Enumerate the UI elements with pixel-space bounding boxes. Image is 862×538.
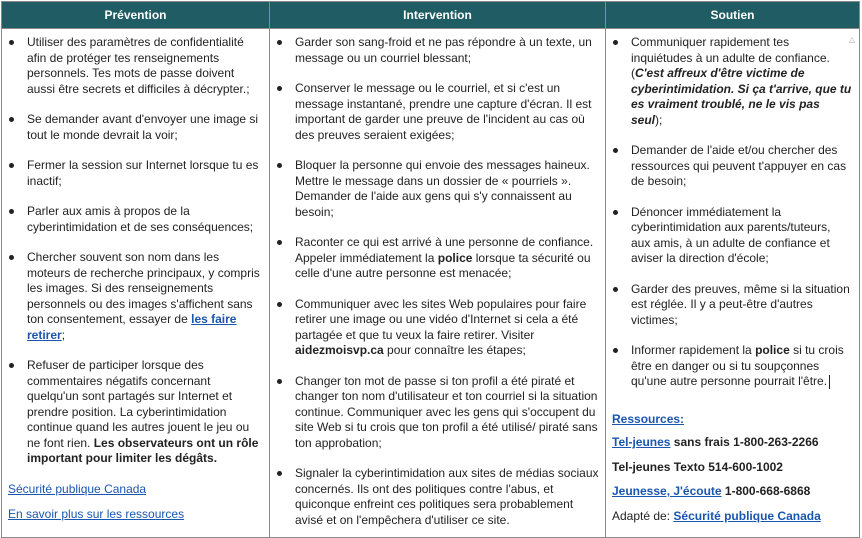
list-item: Communiquer avec les sites Web populaires pour faire retirer une image ou une vidéo d'Internet si cela a été partagée et que tu veux la faire retirer. Visiter aidezmoisvp.ca pour connaître les étapes;: [276, 297, 599, 359]
list-item: Communiquer rapidement tes inquiétudes à un adulte de confiance. (C'est affreux d'être victime de cyberintimidation. Si ça t'arrive, que tu es vraiment troublé, ne le vis pas seul);: [612, 35, 853, 128]
list-item: Garder des preuves, même si la situation est réglée. Il y a peut-être d'autres victimes;: [612, 282, 853, 329]
list-item: Refuser de participer lorsque des commentaires négatifs concernant quelqu'un sont partagés sur Internet et prendre position. La cyberintimidation continue quand les autres jouent le jeu ou ne font rien. Les observateurs ont un rôle important pour limiter les dégâts.: [8, 358, 263, 467]
list-item: Parler aux amis à propos de la cyberintimidation et de ses conséquences;: [8, 204, 263, 235]
intervention-cell: [270, 29, 606, 538]
adapted-source-link[interactable]: Sécurité publique Canada: [673, 508, 821, 523]
resource-tel-jeunes-texto: Tel-jeunes Texto 514-600-1002: [612, 459, 783, 474]
resource-jeunesse-jecoute: Jeunesse, J'écoute 1-800-668-6868: [612, 484, 811, 498]
list-item: Fermer la session sur Internet lorsque tu es inactif;: [8, 158, 263, 189]
list-item: Raconter ce qui est arrivé à une personne de confiance. Appeler immédiatement la police lorsque ta sécurité ou celle d'une autre personne est menacée;: [276, 235, 599, 282]
prevention-list: [8, 35, 263, 467]
text-cursor: [829, 375, 830, 389]
jeunesse-jecoute-link[interactable]: Jeunesse, J'écoute: [612, 484, 722, 498]
content-row: [2, 29, 860, 538]
header-prevention: Prévention: [2, 2, 270, 29]
header-soutien: Soutien: [606, 2, 860, 29]
cyberbullying-table: [1, 1, 860, 538]
list-item: Signaler la cyberintimidation aux sites de médias sociaux concernés. Ils ont des politiques contre l'abus, et quiconque enfreint ces politiques sera probablement avisé et on l'empêchera d'utiliser ce site.: [276, 466, 599, 528]
list-item: Informer rapidement la police si tu crois être en danger ou si tu soupçonnes qu'une autre personne pourrait l'être.: [612, 343, 853, 390]
list-item: Demander de l'aide et/ou chercher des ressources qui peuvent t'appuyer en cas de besoin;: [612, 143, 853, 190]
list-item: Changer ton mot de passe si ton profil a été piraté et changer ton nom d'utilisateur et ton courriel si la situation continue. Communiquer avec les gens qui s'occupent du site Web si tu crois que ton profil a été utilisé/ piraté sans ton approbation;: [276, 374, 599, 452]
list-item: Bloquer la personne qui envoie des messages haineux. Mettre le message dans un dossier de « pourriels ». Demander de l'aide aux gens qui s'y connaissent au besoin;: [276, 158, 599, 220]
list-item: Conserver le message ou le courriel, et si c'est un message instantané, prendre une capture d'écran. Il est important de garder une preuve de l'incident au cas où des preuves seraient exigées;: [276, 81, 599, 143]
header-row: [2, 2, 860, 29]
prevention-cell: [2, 29, 270, 538]
tel-jeunes-link[interactable]: Tel-jeunes: [612, 435, 671, 449]
securite-publique-link[interactable]: Sécurité publique Canada: [8, 481, 147, 496]
more-resources-link[interactable]: En savoir plus sur les ressources: [8, 507, 185, 521]
scroll-arrow-icon[interactable]: △: [848, 35, 855, 44]
header-intervention: Intervention: [270, 2, 606, 29]
list-item: Utiliser des paramètres de confidentialité afin de protéger tes renseignements personnels. Tes mots de passe doivent aussi être secrets et difficiles à décrypter.;: [8, 35, 263, 97]
list-item: Dénoncer immédiatement la cyberintimidation aux parents/tuteurs, aux amis, à un adulte de confiance et aviser la direction d'école;: [612, 205, 853, 267]
list-item: Chercher souvent son nom dans les moteurs de recherche principaux, y compris les images. Si des renseignements personnels ou des images s'affichent sans ton consentement, essayer de les faire retirer;: [8, 250, 263, 343]
soutien-list: [612, 35, 853, 390]
adapted-from: Adapté de: Sécurité publique Canada: [612, 508, 821, 523]
intervention-list: [276, 35, 599, 528]
resource-tel-jeunes: Tel-jeunes sans frais 1-800-263-2266: [612, 435, 819, 449]
soutien-cell: [606, 29, 860, 538]
remove-content-link[interactable]: les faire retirer: [27, 312, 237, 342]
resources-title-link[interactable]: Ressources:: [612, 411, 685, 426]
list-item: Garder son sang-froid et ne pas répondre à un texte, un message ou un courriel blessant;: [276, 35, 599, 66]
list-item: Se demander avant d'envoyer une image si tout le monde devrait la voir;: [8, 112, 263, 143]
